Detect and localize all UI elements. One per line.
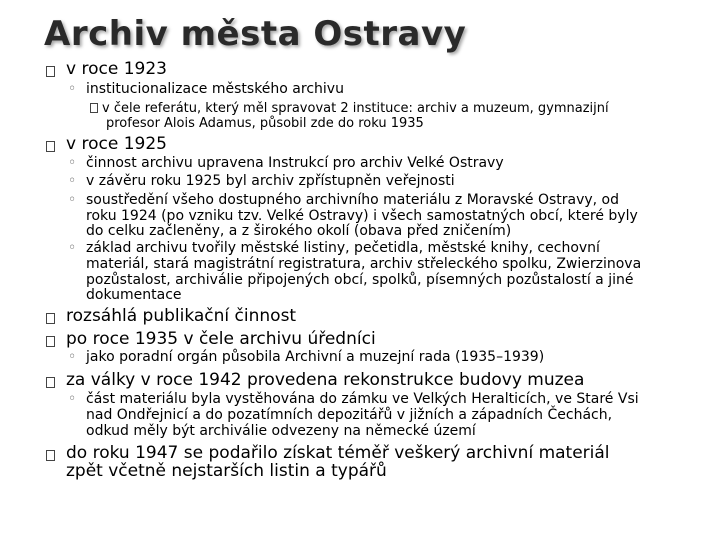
bullet-1923: v roce 1923 (66, 59, 167, 79)
sub-bullet-line: do celku začleněny, a z širokého okolí (obava před zničením) (86, 223, 512, 239)
circle-bullet-icon: ◦ (68, 155, 77, 171)
bullet-box-icon (46, 313, 55, 324)
sub-bullet-line: nad Ondřejnicí a do pozatímních depozitářů v jižních a západních Čechách, (86, 407, 613, 423)
circle-bullet-icon: ◦ (68, 391, 77, 407)
bullet-box-icon (90, 103, 98, 113)
sub-bullet-line: materiál, stará magistrátní registratura, archiv střeleckého spolku, Zwierzinova (86, 256, 642, 272)
sub-bullet-line: ◦ v závěru roku 1925 byl archiv zpřístupněn veřejnosti (68, 173, 455, 189)
bullet-za-valky: za války v roce 1942 provedena rekonstrukce budovy muzea (66, 370, 585, 390)
sub-bullet-line: dokumentace (86, 287, 182, 303)
bullet-po-roce-1935: po roce 1935 v čele archivu úředníci (66, 329, 376, 349)
sub-bullet-line: ◦ část materiálu byla vystěhována do zámku ve Velkých Heralticích, ve Staré Vsi (68, 391, 639, 407)
sub-bullet-institucionalizace: ◦ institucionalizace městského archivu (68, 81, 344, 97)
sub-bullet-line: roku 1924 (po vzniku tzv. Velké Ostravy) i všech samostatných obcí, které byly (86, 208, 638, 224)
bullet-box-icon (46, 336, 55, 347)
bullet-publikacni: rozsáhlá publikační činnost (66, 306, 297, 326)
circle-bullet-icon: ◦ (68, 81, 77, 97)
circle-bullet-icon: ◦ (68, 173, 77, 189)
sub-bullet-line: ◦ základ archivu tvořily městské listiny, pečetidla, městské knihy, cechovní (68, 240, 600, 256)
bullet-box-icon (46, 450, 55, 461)
bullet-box-icon (46, 377, 55, 388)
circle-bullet-icon: ◦ (68, 240, 77, 256)
circle-bullet-icon: ◦ (68, 192, 77, 208)
bullet-1925: v roce 1925 (66, 134, 167, 154)
sub-bullet-line: pozůstalost, archiválie připojených obcí, spolků, písemných pozůstalostí a jiné (86, 272, 634, 288)
sub-bullet-line: ◦ soustředění všeho dostupného archivního materiálu z Moravské Ostravy, od (68, 192, 620, 208)
page-title: Archiv města Ostravy (44, 14, 467, 54)
circle-bullet-icon: ◦ (68, 349, 77, 365)
bullet-box-icon (46, 66, 55, 77)
bullet-box-icon (46, 141, 55, 152)
sub-bullet-line: odkud měly být archiválie odvezeny na německé území (86, 423, 476, 439)
sub-bullet-line: ◦ činnost archivu upravena Instrukcí pro archiv Velké Ostravy (68, 155, 504, 171)
bullet-do-roku-1947: do roku 1947 se podařilo získat téměř veškerý archivní materiál (66, 443, 610, 463)
sub-bullet-line: ◦ jako poradní orgán působila Archivní a muzejní rada (1935–1939) (68, 349, 545, 365)
bullet-do-roku-1947-cont: zpět včetně nejstarších listin a typářů (66, 461, 387, 481)
sub-sub-bullet-line: v čele referátu, který měl spravovat 2 instituce: archiv a muzeum, gymnazijní (90, 102, 609, 115)
sub-sub-bullet-line: profesor Alois Adamus, působil zde do roku 1935 (106, 116, 424, 131)
